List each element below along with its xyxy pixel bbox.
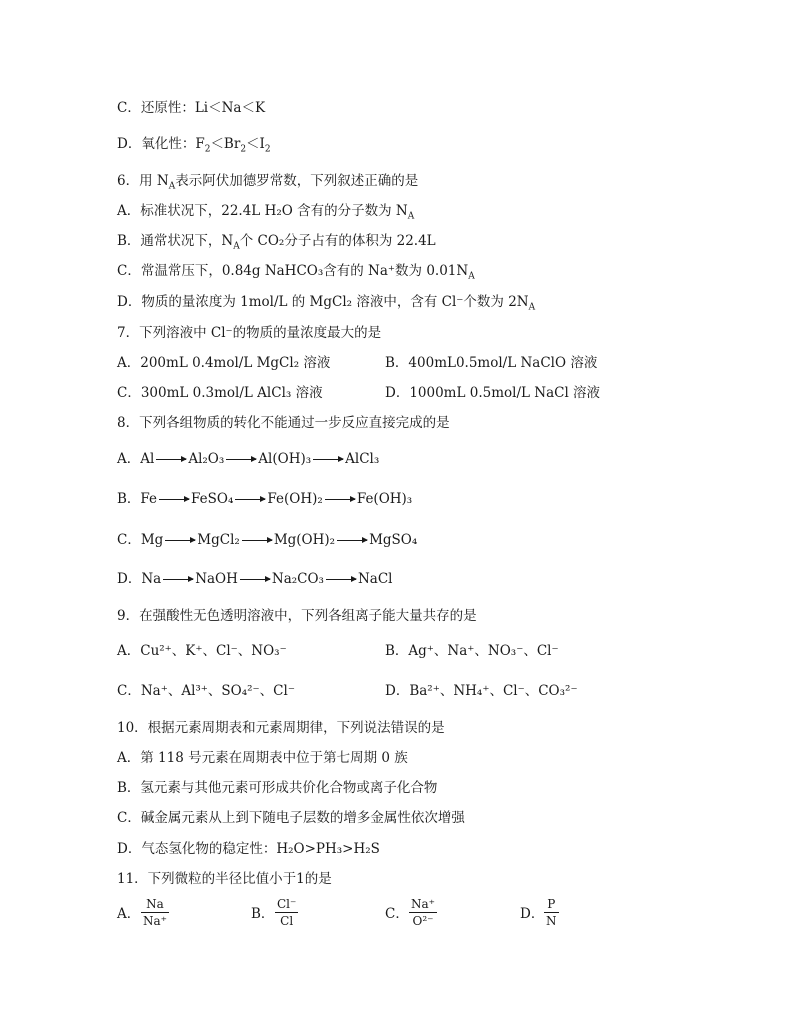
q10-option-a: A．第 118 号元素在周期表中位于第七周期 0 族 (117, 750, 408, 766)
q6-option-b: B．通常状况下，$N_A$个 CO₂分子占有的体积为 22.4L (117, 233, 436, 252)
q5-option-d: D．氧化性：$F_2<Br_2<I_2$ (117, 136, 271, 155)
q11-option-c-label: C． (385, 906, 409, 922)
q11-option-b-label: B． (251, 906, 275, 922)
q11-stem: 11．下列微粒的半径比值小于1的是 (117, 871, 332, 887)
arrow-icon (313, 459, 343, 460)
q10-option-c: C．碱金属元素从上到下随电子层数的增多金属性依次增强 (117, 810, 465, 826)
q10-stem: 10．根据元素周期表和元素周期律，下列说法错误的是 (117, 720, 445, 736)
arrow-icon (240, 579, 270, 580)
q5-option-c: C．还原性：Li＜Na＜K (117, 100, 266, 116)
q7-option-c: C．300mL 0.3mol/L AlCl₃ 溶液 (117, 385, 323, 401)
q10-option-b: B．氢元素与其他元素可形成共价化合物或离子化合物 (117, 780, 438, 796)
q7-option-b: B．400mL0.5mol/L NaClO 溶液 (385, 355, 598, 371)
q9-stem: 9．在强酸性无色透明溶液中，下列各组离子能大量共存的是 (117, 608, 477, 624)
q8-stem: 8．下列各组物质的转化不能通过一步反应直接完成的是 (117, 415, 450, 431)
arrow-icon (337, 540, 367, 541)
q6-option-c: C．常温常压下，0.84g NaHCO₃含有的 Na⁺数为 $0.01N_A$ (117, 263, 475, 282)
q6-option-d: D．物质的量浓度为 1mol/L 的 MgCl₂ 溶液中，含有 Cl⁻个数为 $2N_A$ (117, 294, 536, 313)
q10-option-d: D．气态氢化物的稳定性：H₂O>PH₃>H₂S (117, 841, 380, 857)
q11-option-a-label: A． (117, 906, 141, 922)
arrow-icon (156, 459, 186, 460)
q7-stem: 7．下列溶液中 Cl⁻的物质的量浓度最大的是 (117, 325, 382, 341)
arrow-icon (165, 540, 195, 541)
q6-stem: 6．用 $N_A$表示阿伏加德罗常数，下列叙述正确的是 (117, 173, 419, 192)
arrow-icon (235, 499, 265, 500)
arrow-icon (163, 579, 193, 580)
q7-option-a: A．200mL 0.4mol/L MgCl₂ 溶液 (117, 355, 331, 371)
q8-option-b: B．Fe FeSO₄ Fe(OH)₂ Fe(OH)₃ (117, 491, 413, 507)
q11-option-d-fraction: P N (546, 897, 557, 928)
arrow-icon (326, 579, 356, 580)
q9-option-a: A．Cu²⁺、K⁺、Cl⁻、NO₃⁻ (117, 643, 287, 659)
q6-option-a: A．标准状况下，22.4L H₂O 含有的分子数为 $N_A$ (117, 203, 415, 222)
q11-option-b-fraction: Cl⁻ Cl (277, 897, 297, 928)
q7-option-d: D．1000mL 0.5mol/L NaCl 溶液 (385, 385, 601, 401)
arrow-icon (159, 499, 189, 500)
arrow-icon (242, 540, 272, 541)
arrow-icon (226, 459, 256, 460)
q8-option-c: C．Mg MgCl₂ Mg(OH)₂ MgSO₄ (117, 532, 418, 548)
q8-option-d: D．Na NaOH Na₂CO₃ NaCl (117, 571, 393, 587)
q9-option-b: B．Ag⁺、Na⁺、NO₃⁻、Cl⁻ (385, 643, 559, 659)
q9-option-d: D．Ba²⁺、NH₄⁺、Cl⁻、CO₃²⁻ (385, 683, 578, 699)
q11-option-a-fraction: Na Na⁺ (143, 897, 167, 928)
q9-option-c: C．Na⁺、Al³⁺、SO₄²⁻、Cl⁻ (117, 683, 295, 699)
q8-option-a: A．Al Al₂O₃ Al(OH)₃ AlCl₃ (117, 451, 380, 467)
arrow-icon (325, 499, 355, 500)
q11-option-d-label: D． (520, 906, 545, 922)
q11-option-c-fraction: Na⁺ O²⁻ (411, 897, 435, 928)
